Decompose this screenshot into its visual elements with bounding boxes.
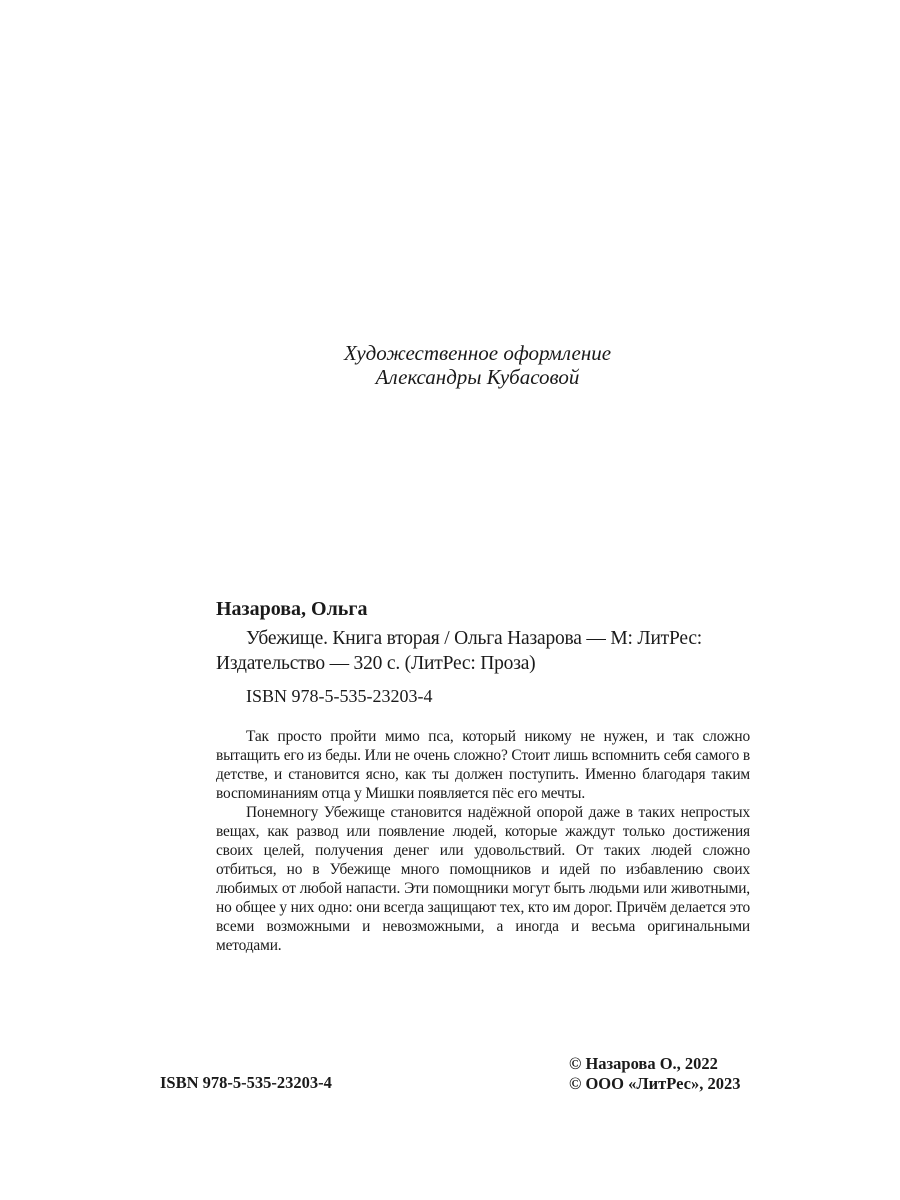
art-credit-line-1: Художественное оформление: [343, 341, 612, 365]
copyright-publisher: © ООО «ЛитРес», 2023: [569, 1074, 741, 1093]
annotation-paragraph-2: Понемногу Убежище становится надёжной опорой даже в таких непростых вещах, как развод или появление людей, которые жаждут только достижения своих целей, получения денег или удовольствий. От таких людей сложно отбиться, но в Убежище много помощников и идей по избавлению своих любимых от любой напасти. Эти помощники могут быть людьми или животными, но общее у них одно: они всегда защищают тех, кто им дорог. Причём делается это всеми возможными и невозможными, а иногда и весьма оригинальными методами.: [216, 804, 750, 954]
copyright-block: [569, 1054, 740, 1094]
footer-isbn: ISBN 978-5-535-23203-4: [160, 1073, 332, 1092]
art-credit-line-2: Александры Кубасовой: [375, 365, 580, 389]
book-annotation: [216, 727, 750, 955]
bibliographic-record: [216, 596, 750, 955]
author-heading: Назарова, Ольга: [216, 598, 368, 620]
book-citation: Убежище. Книга вторая / Ольга Назарова — М: ЛитРес: Издательство — 320 с. (ЛитРес: Проза): [216, 628, 703, 674]
annotation-paragraph-1: Так просто пройти мимо пса, который никому не нужен, и так сложно вытащить его из беды. Или не очень сложно? Стоит лишь вспомнить себя самого в детстве, и становится ясно, как ты должен поступить. Именно благодаря таким воспоминаниям отца у Мишки появляется пёс его мечты.: [216, 728, 750, 802]
record-isbn: ISBN 978-5-535-23203-4: [246, 686, 433, 706]
copyright-author: © Назарова О., 2022: [569, 1054, 718, 1073]
art-design-credit: [0, 341, 900, 389]
